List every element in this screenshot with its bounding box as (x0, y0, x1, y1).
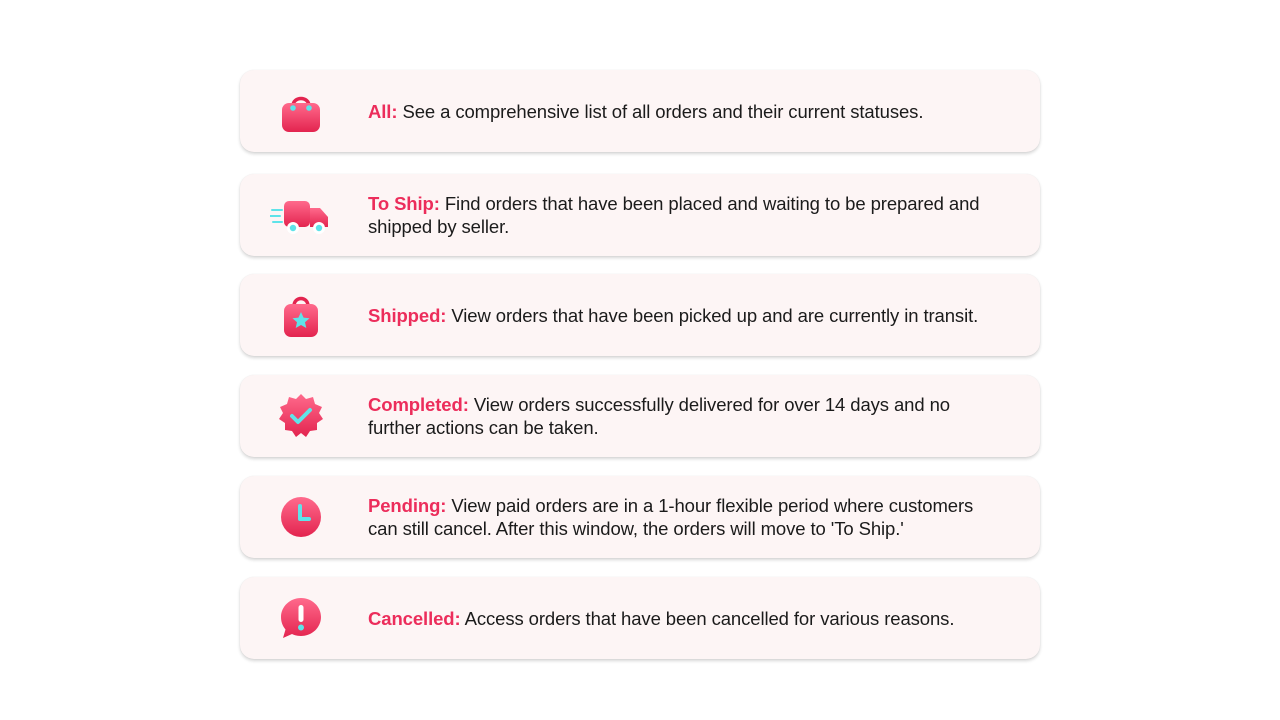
status-description: Access orders that have been cancelled for various reasons. (464, 607, 955, 629)
status-card-all (240, 70, 1040, 152)
status-description: View orders successfully delivered for over 14 days and no further actions can be taken. (368, 394, 950, 438)
delivery-truck-icon (270, 190, 332, 240)
status-text-cancelled (368, 577, 988, 659)
status-card-cancelled (240, 577, 1040, 659)
status-card-to-ship (240, 174, 1040, 256)
star-bag-icon (276, 290, 326, 340)
status-description: View orders that have been picked up and are currently in transit. (451, 304, 979, 326)
alert-bubble-icon (276, 593, 326, 643)
status-term: Cancelled: (368, 607, 461, 629)
status-card-completed (240, 375, 1040, 457)
status-text-shipped (368, 274, 988, 356)
status-description: View paid orders are in a 1-hour flexible period where customers can still cancel. After this window, the orders will move to 'To Ship.' (368, 495, 974, 539)
status-text-to-ship (368, 174, 988, 256)
status-description: Find orders that have been placed and waiting to be prepared and shipped by seller. (368, 193, 980, 237)
status-card-pending (240, 476, 1040, 558)
status-term: Shipped: (368, 304, 447, 326)
status-term: To Ship: (368, 193, 440, 214)
status-text-completed (368, 375, 988, 457)
status-text-all (368, 70, 988, 152)
clock-icon (276, 492, 326, 542)
status-term: Completed: (368, 394, 469, 415)
status-description: See a comprehensive list of all orders and their current statuses. (402, 100, 924, 122)
check-badge-icon (276, 391, 326, 441)
status-text-pending (368, 476, 988, 558)
status-card-shipped (240, 274, 1040, 356)
shopping-bag-icon (276, 86, 326, 136)
status-term: Pending: (368, 495, 447, 516)
status-term: All: (368, 100, 398, 122)
